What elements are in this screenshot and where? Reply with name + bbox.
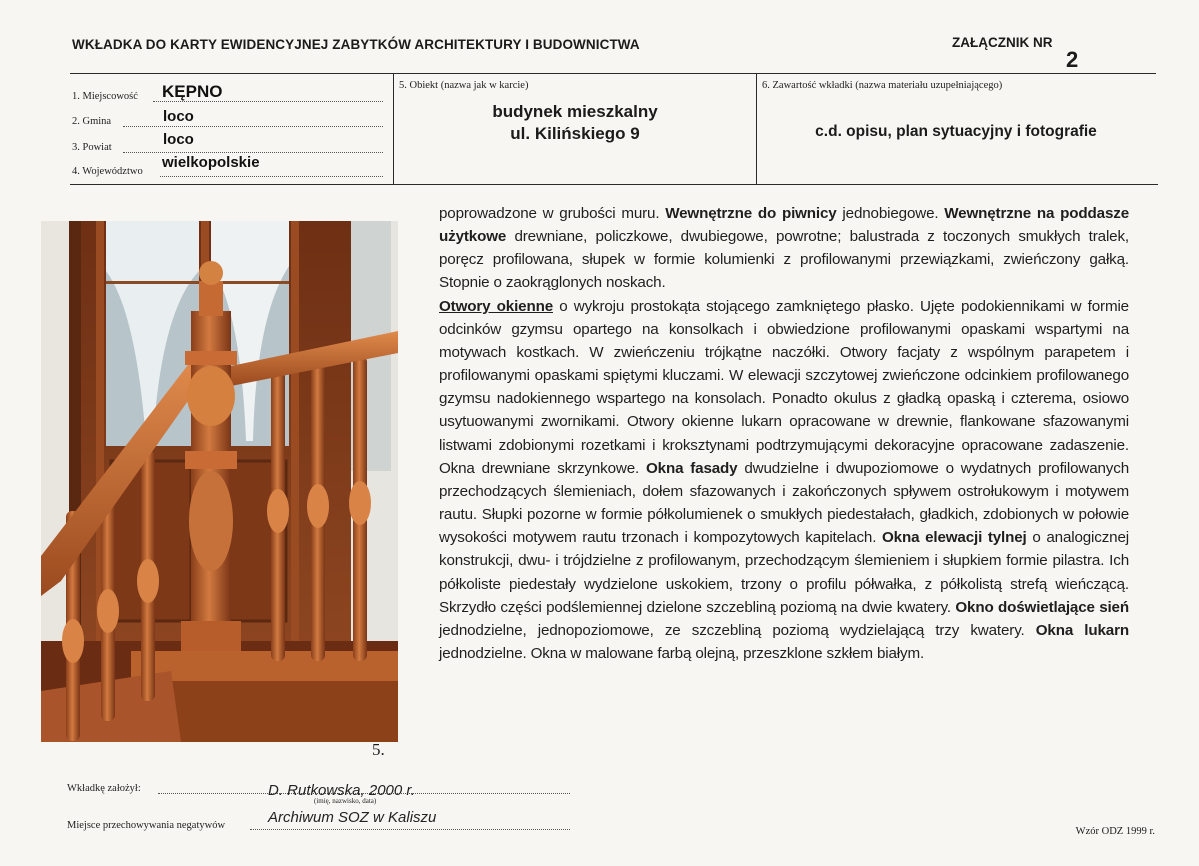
author-caption: (imię, nazwisko, data) [314,797,377,805]
description-text [439,202,1129,665]
term-attic-stairs: Wewnętrzne na poddasze użytkowe [439,205,1130,246]
term-cellar-stairs: Wewnętrzne do piwnicy [665,205,837,222]
object-value [395,101,755,145]
heading-window-openings: Otwory okienne [439,297,553,315]
paragraph-windows [439,295,1129,666]
county-value: loco [163,131,194,148]
term-rear-windows: Okna elewacji tylnej [881,529,1027,547]
paragraph-stairs [439,202,1129,295]
author-label: Wkładkę założył: [67,783,141,794]
header-bottom-rule [70,184,1158,185]
object-line-1: budynek mieszkalny [492,102,658,121]
author-value: D. Rutkowska, 2000 r. [268,782,416,799]
content-value: c.d. opisu, plan sytuacyjny i fotografie [815,123,1097,140]
storage-value: Archiwum SOZ w Kaliszu [268,809,437,826]
form-code: Wzór ODZ 1999 r. [1075,826,1155,837]
town-dotline [153,101,383,102]
text-run: o analogicznej konstrukcji, dwu- i trójdzielne z profilowanym, przechodzącym ślemieniem i słupkiem formie pilastra. Ich półkoliste piedestały wydzielone uskokiem, trzony o profilu półwałka, z półkolistą strefą wieńczącą. Skrzydło części podślemiennej dzielone szczebliną poziomą na dwie kwatery. [439,529,1129,616]
divider-left [393,73,394,185]
municipality-value: loco [163,108,194,125]
object-label: 5. Obiekt (nazwa jak w karcie) [399,80,529,91]
annex-label: ZAŁĄCZNIK NR [952,35,1053,50]
county-dotline [123,152,383,153]
text-run: jednodzielne, jednopoziomowe, ze szczebliną poziomą wydzielającą trzy kwatery. [439,621,1036,639]
storage-dotline [250,829,570,830]
county-label: 3. Powiat [72,142,112,153]
text-run: drewniane, policzkowe, dwubiegowe, powrotne; balustrada z toczonych smukłych tralek, poręcz profilowana, słupek w formie kolumienki z profilowanymi przewiązkami, zwieńczony gałką. Stopnie o zaokrąglonych noskach. [439,228,1129,292]
text-run: jednodzielne. Okna w malowane farbą olejną, przeszklone szkłem białym. [439,644,925,662]
term-hall-window: Okno doświetlające sień [955,598,1129,616]
form-title: WKŁADKA DO KARTY EWIDENCYJNEJ ZABYTKÓW ARCHITEKTURY I BUDOWNICTWA [72,37,640,52]
voivodeship-dotline [160,176,383,177]
staircase-photo [41,221,398,742]
content-label: 6. Zawartość wkładki (nazwa materiału uzupełniającego) [762,80,1003,91]
annex-number: 2 [1066,47,1079,72]
term-dormer-windows: Okna lukarn [1035,621,1129,639]
text-run: jednobiegowe. [836,205,945,222]
photo-number: 5. [372,740,385,759]
voivodeship-value: wielkopolskie [162,154,260,171]
municipality-label: 2. Gmina [72,116,112,127]
staircase-illustration [41,221,398,742]
text-run: o wykroju prostokąta stojącego zamkniętego płasko. Ujęte podokiennikami w formie odcinków gzymsu opartego na konsolkach i obwiedzione profilowanymi opaskami wspartymi na motywach kostkach. W zwieńczeniu trójkątne naczółki. Otwory facjaty z wspólnym parapetem i profilowanymi opaskami spiętymi kluczami. W elewacji szczytowej zwieńczone odcinkiem profilowanego gzymsu nadokiennego wspartego na konsolach. Ponadto okulus z gładką opaską i czterema, osiowo usytuowanymi zwornikami. Otwory okienne lukarn opracowane w drewnie, flankowane sfazowanymi listwami zdobionymi rozetkami i kroksztynami podtrzymującymi dekoracyjne opracowane zadaszenie. Okna drewniane skrzynkowe. [439,297,1129,477]
top-rule [70,73,1156,74]
object-line-2: ul. Kilińskiego 9 [510,124,640,143]
municipality-dotline [123,126,383,127]
town-value: KĘPNO [162,82,223,101]
term-facade-windows: Okna fasady [645,459,738,477]
town-label: 1. Miejscowość [72,91,138,102]
text-run: poprowadzone w grubości muru. [439,205,666,222]
voivodeship-label: 4. Województwo [72,166,143,177]
storage-label: Miejsce przechowywania negatywów [67,820,226,831]
text-run: dwudzielne i dwupoziomowe o wydatnych profilowanych przechodzących ślemieniach, dołem sfazowanych i zakończonych spływem ostrołukowym i motywem rautu. Słupki pozorne w formie półkolumienek o smukłych piedestałach, gładkich, zdobionych w połowie wysokości motywem rautu trzonach i kompozytowych kapitelach. [439,459,1129,547]
